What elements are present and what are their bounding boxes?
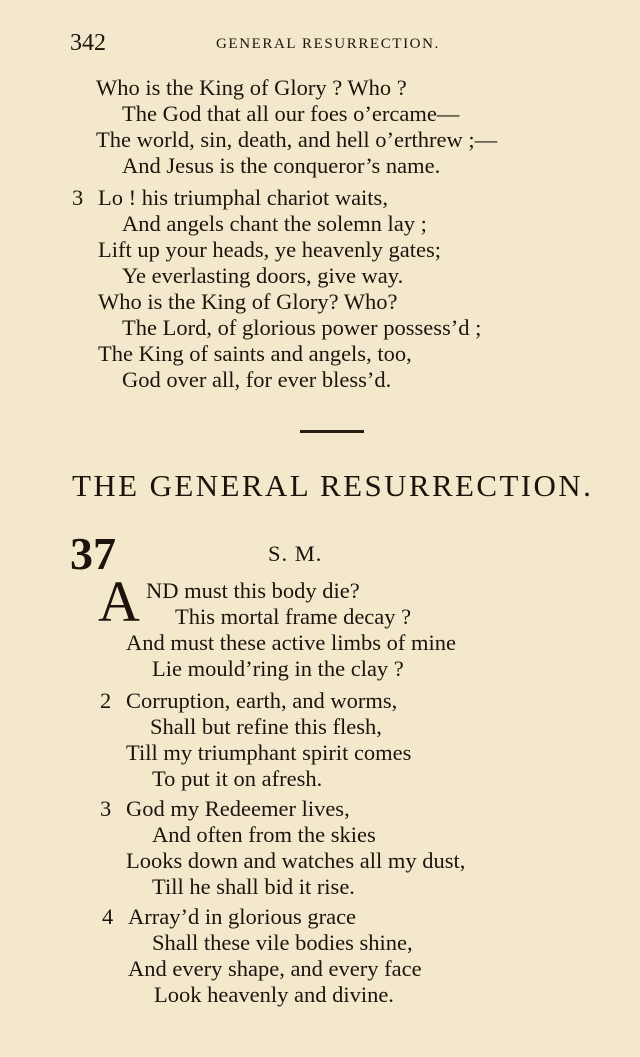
verse-line: The King of saints and angels, too, — [98, 341, 412, 366]
verse-line: The God that all our foes o’ercame— — [122, 101, 460, 126]
verse-line: The world, sin, death, and hell o’erthrew ;— — [96, 127, 498, 152]
verse-line: Looks down and watches all my dust, — [126, 848, 466, 873]
verse-line: And angels chant the solemn lay ; — [122, 211, 427, 236]
drop-cap: A — [98, 569, 140, 634]
verse-line: Till he shall bid it rise. — [152, 874, 355, 899]
verse-number: 3 — [72, 185, 84, 210]
verse-line: Lie mould’ring in the clay ? — [152, 656, 404, 681]
section-title: THE GENERAL RESURRECTION. — [72, 468, 594, 503]
verse-line: Ye everlasting doors, give way. — [122, 263, 404, 288]
verse-line: God over all, for ever bless’d. — [122, 367, 392, 392]
verse-line: And must these active limbs of mine — [126, 630, 456, 655]
verse-line: Array’d in glorious grace — [128, 904, 357, 929]
verse-number: 3 — [100, 796, 112, 821]
verse-line: And every shape, and every face — [128, 956, 422, 981]
verse-number: 2 — [100, 688, 112, 713]
verse-line: ND must this body die? — [146, 578, 360, 603]
verse-line: Who is the King of Glory? Who? — [98, 289, 398, 314]
verse-line: To put it on afresh. — [152, 766, 323, 791]
verse-line: This mortal frame decay ? — [175, 604, 412, 629]
page-header — [70, 30, 602, 62]
hymn-meter: S. M. — [268, 541, 323, 566]
verse-line: And often from the skies — [152, 822, 376, 847]
verse-line: The Lord, of glorious power possess’d ; — [122, 315, 482, 340]
verse-line: Shall but refine this flesh, — [150, 714, 382, 739]
verse-line: Till my triumphant spirit comes — [126, 740, 412, 765]
verse-line: Corruption, earth, and worms, — [126, 688, 398, 713]
verse-number: 4 — [102, 904, 114, 929]
verse-line: God my Redeemer lives, — [126, 796, 350, 821]
page-number: 342 — [70, 30, 106, 56]
verse-line: Who is the King of Glory ? Who ? — [96, 75, 407, 100]
verse-line: Lo ! his triumphal chariot waits, — [98, 185, 388, 210]
running-head: GENERAL RESURRECTION. — [216, 36, 440, 52]
verse-line: Lift up your heads, ye heavenly gates; — [98, 237, 442, 262]
section-divider — [300, 430, 364, 433]
hymn-number: 37 — [70, 528, 116, 579]
verse-line: Look heavenly and divine. — [154, 982, 394, 1007]
verse-line: Shall these vile bodies shine, — [152, 930, 413, 955]
verse-line: And Jesus is the conqueror’s name. — [122, 153, 441, 178]
